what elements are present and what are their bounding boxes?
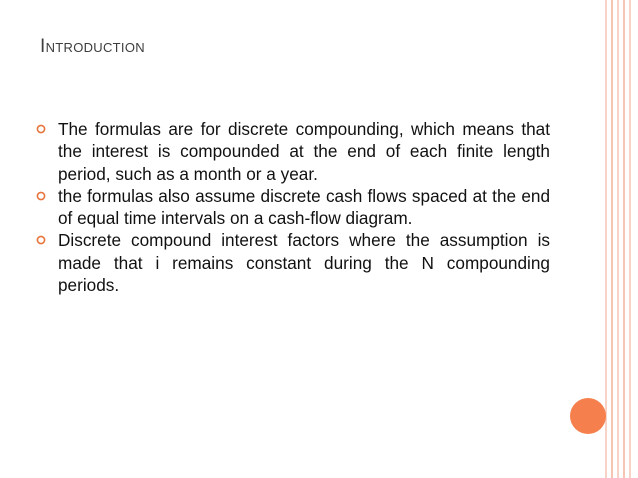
page-title: Introduction [40, 36, 145, 57]
outlined-circle-icon [36, 235, 46, 245]
bullet-item [36, 229, 550, 296]
filled-circle-icon [570, 398, 606, 434]
outlined-circle-icon [36, 124, 46, 134]
bullet-list [36, 118, 550, 296]
outlined-circle-icon [36, 191, 46, 201]
bullet-item [36, 185, 550, 230]
decorative-stripes [602, 0, 638, 478]
bullet-text: The formulas are for discrete compounding, which means that the interest is compounded at the end of each finite length period, such as a month or a year. [58, 119, 550, 184]
bullet-text: the formulas also assume discrete cash flows spaced at the end of equal time intervals on a cash-flow diagram. [58, 185, 550, 229]
bullet-text: Discrete compound interest factors where the assumption is made that i remains constant during the N compounding periods. [58, 230, 550, 296]
bullet-item [36, 118, 550, 185]
